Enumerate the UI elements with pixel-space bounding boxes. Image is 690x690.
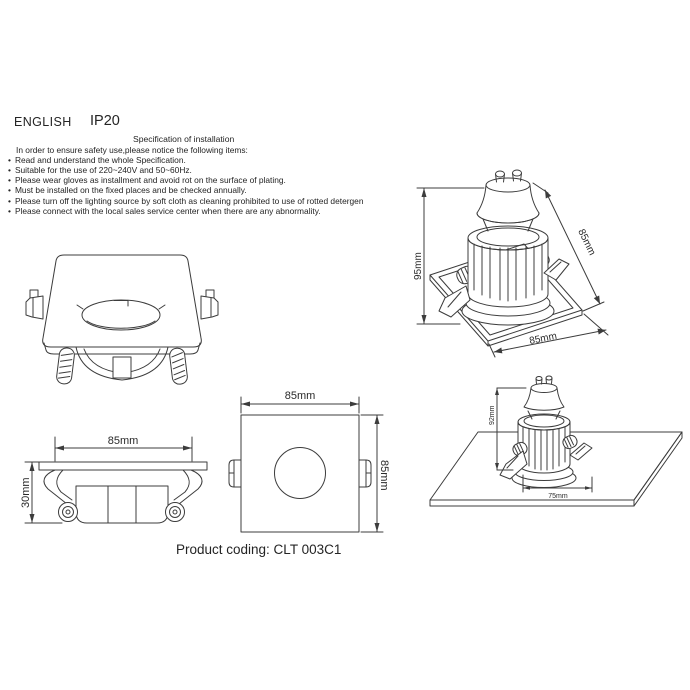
dimensions-top	[55, 435, 192, 461]
dim-width-label: 85mm	[528, 330, 558, 347]
wing-left	[44, 470, 72, 504]
gu10-bulb	[524, 376, 564, 419]
dim-width-label: 85mm	[284, 390, 316, 402]
coil-left	[59, 503, 78, 522]
gu10-bulb	[477, 170, 539, 231]
product-coding: Product coding: CLT 003C1	[176, 542, 342, 557]
spec-title: Specification of installation	[133, 134, 235, 144]
spec-item-text: Please turn off the lighting source by soft cloth as cleaning prohibited to use of rotted detergen	[14, 195, 364, 206]
drawing-fixture-3d-view	[22, 246, 222, 388]
clip-left	[229, 460, 241, 487]
spec-item-text: Please connect with the local sales service center when there are any abnormality.	[14, 205, 321, 216]
spec-item-text: Read and understand the whole Specification.	[14, 155, 186, 165]
dim-width-label: 85mm	[107, 435, 139, 447]
body-profile	[76, 486, 168, 523]
dimensions-top	[241, 390, 359, 413]
dim-height-label: 85mm	[378, 460, 390, 491]
spec-item	[8, 206, 364, 216]
fixture-underbody	[76, 347, 168, 380]
dim-recess-label: 92mm	[489, 405, 496, 425]
dim-cutout-label: 75mm	[548, 493, 568, 500]
fixture-clip-left	[26, 290, 43, 319]
drawing-lamp-3d-view	[412, 168, 652, 368]
dim-height-label: 95mm	[413, 252, 424, 280]
spec-intro: In order to ensure safety use,please notice the following items:	[16, 145, 248, 155]
drawing-installed-view	[420, 374, 688, 526]
spec-item	[8, 185, 364, 195]
dimensions-left	[20, 462, 62, 523]
spec-item	[8, 155, 364, 165]
spec-item	[8, 196, 364, 206]
language-label: ENGLISH	[14, 115, 72, 129]
dim-side-label: 85mm	[575, 227, 598, 258]
fixture-clip-right	[201, 290, 218, 319]
heatsink-body	[468, 226, 548, 307]
coil-right	[166, 503, 185, 522]
wing-right	[174, 470, 202, 504]
drawing-front-view	[225, 386, 395, 538]
spec-item-text: Suitable for the use of 220~240V and 50~60Hz.	[14, 165, 192, 176]
spec-item	[8, 165, 364, 175]
ip-rating-label: IP20	[90, 113, 120, 129]
plate-profile	[39, 462, 207, 470]
spec-item	[8, 175, 364, 185]
dim-height-label: 30mm	[20, 477, 32, 508]
fixture-spring-left	[56, 347, 75, 385]
spec-item-text: Must be installed on the fixed places and be checked annually.	[14, 185, 247, 196]
drawing-side-view	[10, 428, 210, 530]
spec-list	[8, 155, 364, 216]
front-plate	[241, 415, 359, 532]
spec-item-text: Please wear gloves as installment and avoid rot on the surface of plating.	[14, 175, 286, 186]
fixture-spring-right	[169, 347, 188, 385]
clip-right	[359, 460, 371, 487]
